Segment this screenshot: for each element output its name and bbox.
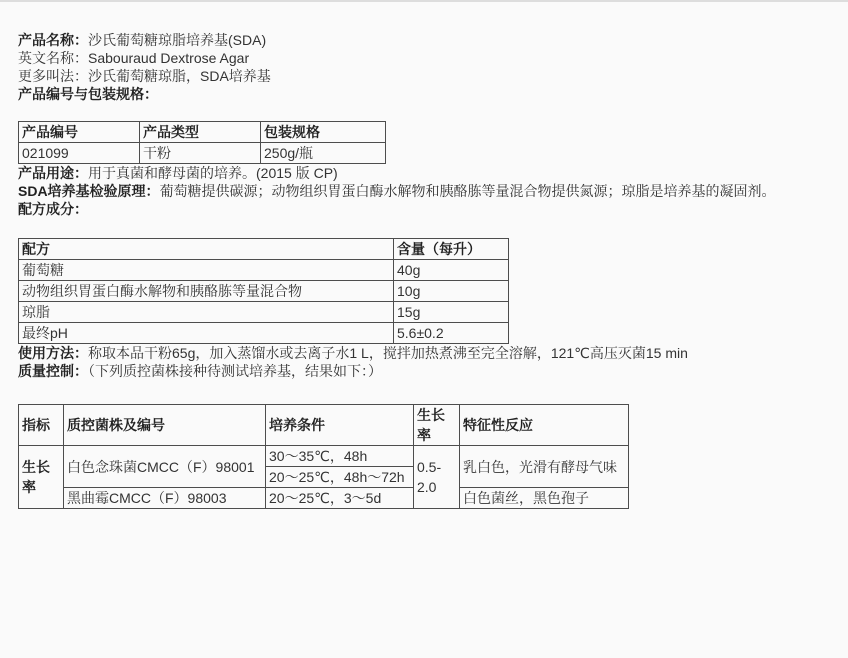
- method-label: 使用方法：: [18, 345, 88, 361]
- product-name-line: [18, 31, 830, 49]
- ingredient-cell: 葡萄糖: [19, 260, 394, 281]
- qc-text: （下列质控菌株接种待测试培养基，结果如下：）: [88, 363, 382, 379]
- method-line: [18, 344, 830, 362]
- packaging-table-header-row: [19, 122, 386, 143]
- qc-col-condition: 培养条件: [266, 405, 414, 446]
- principle-line: [18, 182, 830, 200]
- qc-strain2-condition-cell: 20～25℃，3～5d: [266, 488, 414, 509]
- alias-line: [18, 67, 830, 85]
- packaging-table-row: [19, 143, 386, 164]
- qc-indicator-cell: 生长率: [19, 446, 64, 509]
- product-spec-document: [0, 2, 848, 509]
- method-text: 称取本品干粉65g，加入蒸馏水或去离子水1 L，搅拌加热煮沸至完全溶解，121℃高压灭菌15 min: [88, 345, 688, 361]
- qc-col-growth-rate: 生长率: [414, 405, 460, 446]
- english-name-label: 英文名称：: [18, 50, 88, 66]
- formula-heading: 配方成分：: [18, 201, 88, 217]
- amount-cell: 10g: [394, 281, 509, 302]
- qc-table-row: [19, 446, 629, 467]
- amount-cell: 5.6±0.2: [394, 323, 509, 344]
- product-name-value: 沙氏葡萄糖琼脂培养基(SDA): [88, 32, 267, 48]
- formula-table-header-row: [19, 239, 509, 260]
- usage-text: 用于真菌和酵母菌的培养。(2015 版 CP): [88, 165, 338, 181]
- formula-table-row: [19, 323, 509, 344]
- qc-table: [18, 404, 629, 509]
- principle-label: SDA培养基检验原理：: [18, 183, 160, 199]
- english-name-value: Sabouraud Dextrose Agar: [88, 50, 250, 66]
- usage-label: 产品用途：: [18, 165, 88, 181]
- ingredient-cell: 动物组织胃蛋白酶水解物和胰酪胨等量混合物: [19, 281, 394, 302]
- alias-value: 沙氏葡萄糖琼脂，SDA培养基: [88, 68, 271, 84]
- amount-cell: 15g: [394, 302, 509, 323]
- packaging-col-pack-spec: 包装规格: [261, 122, 386, 143]
- ingredient-cell: 最终pH: [19, 323, 394, 344]
- product-name-label: 产品名称：: [18, 32, 88, 48]
- qc-strain1-condition2-cell: 20～25℃，48h～72h: [266, 467, 414, 488]
- qc-table-header-row: [19, 405, 629, 446]
- product-number-cell: 021099: [19, 143, 140, 164]
- principle-text: 葡萄糖提供碳源；动物组织胃蛋白酶水解物和胰酪胨等量混合物提供氮源；琼脂是培养基的凝固剂。: [159, 183, 776, 199]
- qc-strain1-cell: 白色念珠菌CMCC（F）98001: [64, 446, 266, 488]
- ingredient-cell: 琼脂: [19, 302, 394, 323]
- formula-table-row: [19, 302, 509, 323]
- qc-col-reaction: 特征性反应: [460, 405, 629, 446]
- qc-strain2-cell: 黑曲霉CMCC（F）98003: [64, 488, 266, 509]
- amount-cell: 40g: [394, 260, 509, 281]
- qc-growth-rate-cell: 0.5-2.0: [414, 446, 460, 509]
- english-name-line: [18, 49, 830, 67]
- formula-col-amount: 含量（每升）: [394, 239, 509, 260]
- packaging-table: [18, 121, 386, 164]
- packaging-heading: 产品编号与包装规格：: [18, 86, 158, 102]
- qc-strain2-reaction-cell: 白色菌丝，黑色孢子: [460, 488, 629, 509]
- pack-spec-cell: 250g/瓶: [261, 143, 386, 164]
- qc-table-row: [19, 488, 629, 509]
- formula-table-row: [19, 260, 509, 281]
- qc-col-strain: 质控菌株及编号: [64, 405, 266, 446]
- qc-strain1-reaction-cell: 乳白色，光滑有酵母气味: [460, 446, 629, 488]
- formula-table: [18, 238, 509, 344]
- qc-strain1-condition1-cell: 30～35℃，48h: [266, 446, 414, 467]
- qc-label: 质量控制：: [18, 363, 88, 379]
- product-type-cell: 干粉: [140, 143, 261, 164]
- usage-line: [18, 164, 830, 182]
- packaging-col-product-type: 产品类型: [140, 122, 261, 143]
- alias-label: 更多叫法：: [18, 68, 88, 84]
- formula-table-row: [19, 281, 509, 302]
- qc-col-indicator: 指标: [19, 405, 64, 446]
- formula-col-ingredient: 配方: [19, 239, 394, 260]
- qc-line: [18, 362, 830, 380]
- packaging-col-product-number: 产品编号: [19, 122, 140, 143]
